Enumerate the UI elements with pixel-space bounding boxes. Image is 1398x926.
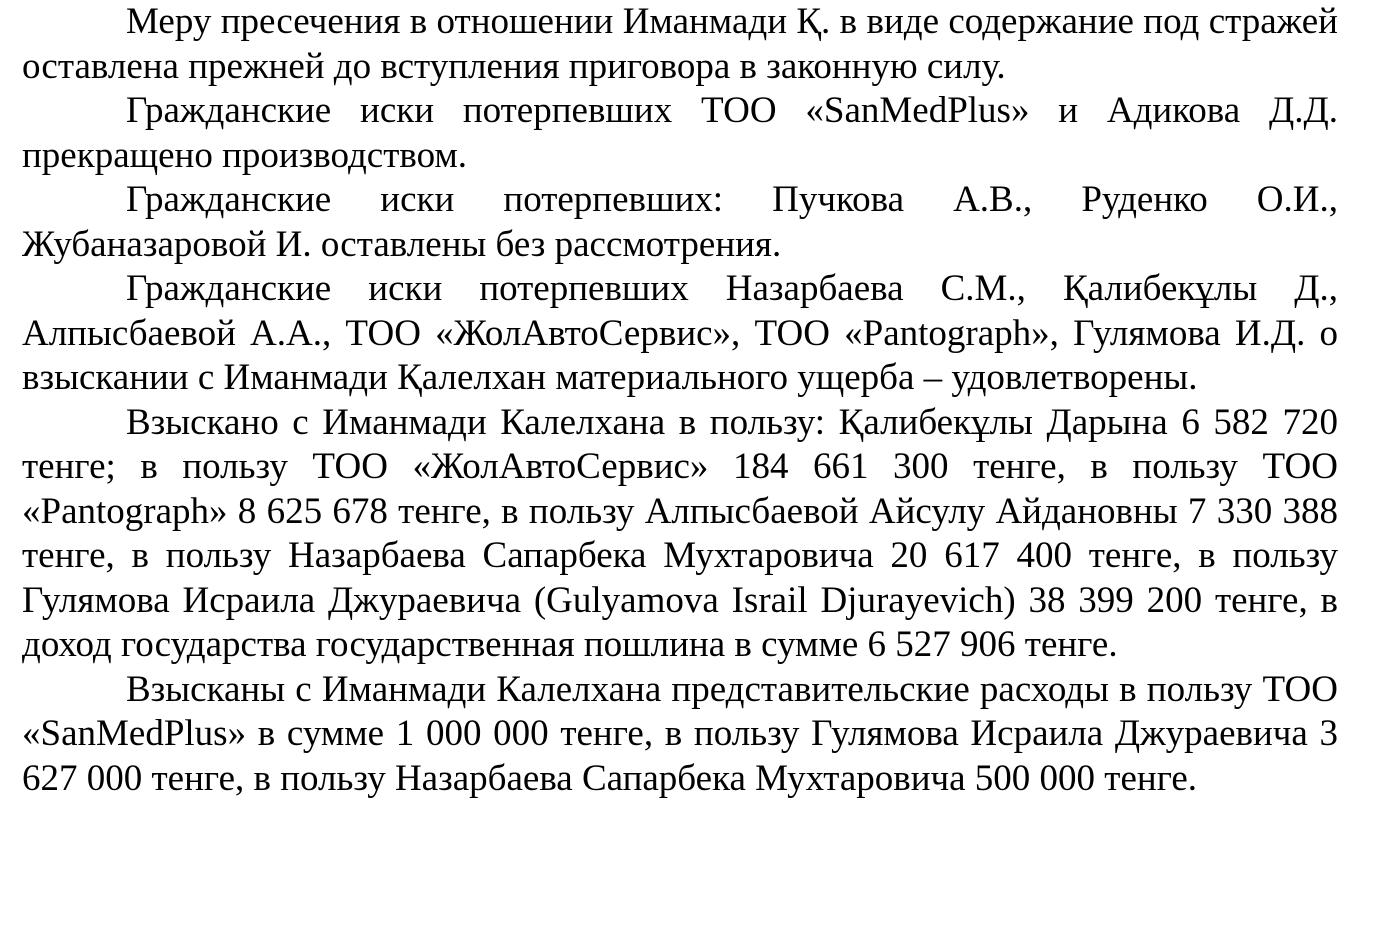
paragraph-civil-claims-terminated: Гражданские иски потерпевших ТОО «SanMedPlus» и Адикова Д.Д. прекращено производством. (22, 90, 1338, 176)
paragraph-representation-expenses: Взысканы с Иманмади Калелхана представительские расходы в пользу ТОО «SanMedPlus» в сумме 1 000 000 тенге, в пользу Гулямова Исраила Джураевича 3 627 000 тенге, в пользу Назарбаева Сапарбека Мухтаровича 500 000 тенге. (22, 668, 1338, 799)
paragraph-recovered-amounts: Взыскано с Иманмади Калелхана в пользу: Қалибекұлы Дарына 6 582 720 тенге; в пользу ТОО «ЖолАвтоСервис» 184 661 300 тенге, в пользу ТОО «Pantograph» 8 625 678 тенге, в пользу Алпысбаевой Айсулу Айдановны 7 330 388 тенге, в пользу Назарбаева Сапарбека Мухтаровича 20 617 400 тенге, в пользу Гулямова Исраила Джураевича (Gulyamova Israil Djurayevich) 38 399 200 тенге, в доход государства государственная пошлина в сумме 6 527 906 тенге. (22, 401, 1338, 665)
paragraph-preventive-measure: Меру пресечения в отношении Иманмади Қ. в виде содержание под стражей оставлена прежней до вступления приговора в законную силу. (22, 1, 1338, 87)
paragraph-civil-claims-unconsidered: Гражданские иски потерпевших: Пучкова А.В., Руденко О.И., Жубаназаровой И. оставлены без рассмотрения. (22, 179, 1338, 265)
paragraph-civil-claims-satisfied: Гражданские иски потерпевших Назарбаева С.М., Қалибекұлы Д., Алпысбаевой А.А., ТОО «ЖолАвтоСервис», ТОО «Pantograph», Гулямова И.Д. о взыскании с Иманмади Қалелхан материального ущерба – удовлетворены. (22, 268, 1338, 398)
